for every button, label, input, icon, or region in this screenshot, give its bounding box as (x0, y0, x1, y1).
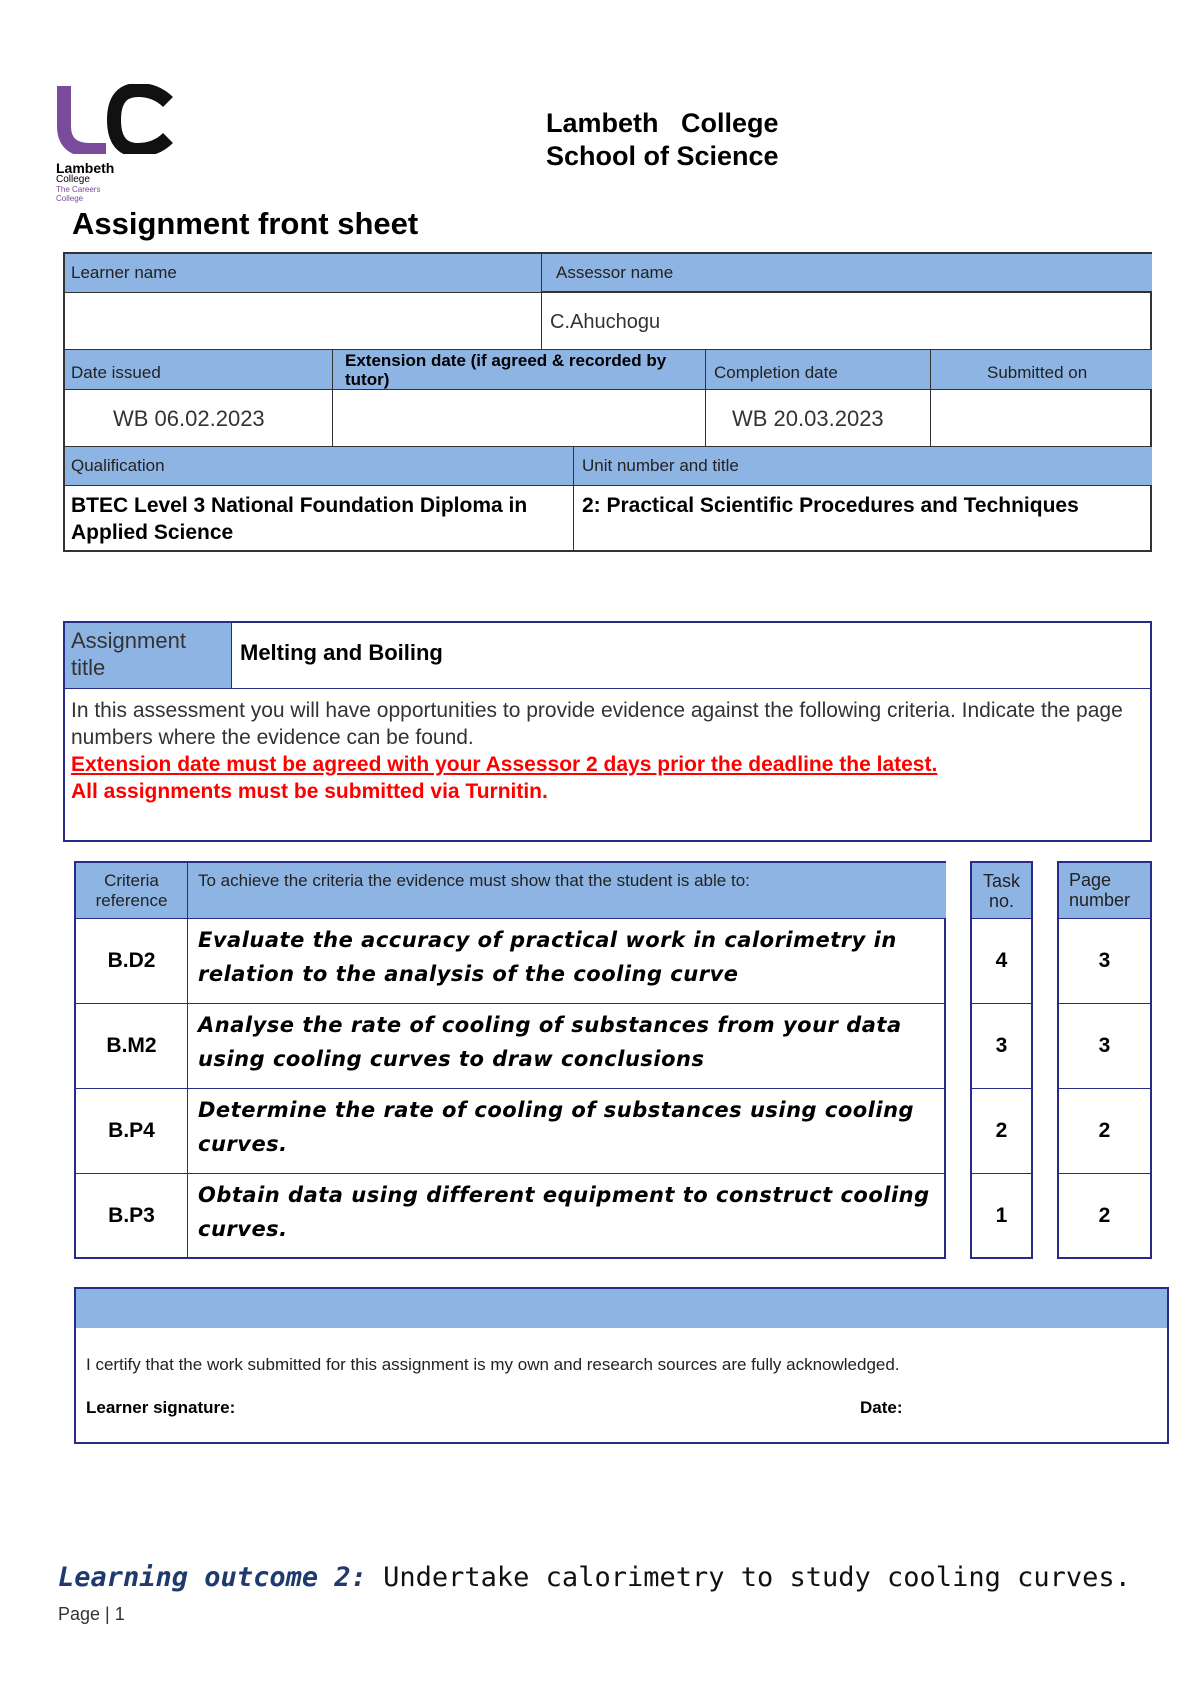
logo-name: Lambeth (56, 160, 115, 176)
unit-value: 2: Practical Scientific Procedures and Techniques (582, 494, 1079, 517)
assignment-intro: In this assessment you will have opportunities to provide evidence against the following criteria. Indicate the page numbers where the evidence can be found. (71, 699, 1123, 749)
logo-subname: College (56, 174, 90, 185)
assignment-instructions (65, 689, 1152, 813)
extension-date-field[interactable] (333, 390, 706, 447)
extension-date-label: Extension date (if agreed & recorded by tutor) (333, 350, 706, 390)
college-name: Lambeth College (546, 108, 779, 138)
criteria-description-cell: Evaluate the accuracy of practical work in calorimetry in relation to the analysis of the cooling curve (188, 919, 946, 1004)
certification-header-bar (76, 1289, 1167, 1328)
criteria-reference-cell: B.D2 (76, 919, 188, 1004)
assessor-name-label: Assessor name (542, 254, 1152, 293)
submitted-on-label: Submitted on (931, 350, 1152, 390)
completion-date-label: Completion date (706, 350, 931, 390)
learner-name-field[interactable] (65, 293, 542, 350)
page-number-cell[interactable]: 3 (1059, 1004, 1150, 1089)
turnitin-warning: All assignments must be submitted via Turnitin. (71, 780, 548, 803)
front-sheet-table (63, 252, 1152, 552)
extension-warning: Extension date must be agreed with your Assessor 2 days prior the deadline the latest. (71, 753, 938, 776)
submitted-on-field[interactable] (931, 390, 1152, 447)
page-number-cell[interactable]: 2 (1098, 1203, 1111, 1227)
qualification-value: BTEC Level 3 National Foundation Diploma in Applied Science (65, 486, 574, 550)
page-number-header: Page number (1059, 863, 1150, 919)
learning-outcome-label: Learning outcome 2: (58, 1562, 367, 1593)
criteria-description-cell: Obtain data using different equipment to construct cooling curves. (198, 1183, 930, 1241)
task-number-cell: 2 (972, 1089, 1031, 1174)
page-number-cell[interactable]: 2 (1059, 1089, 1150, 1174)
task-number-cell: 3 (972, 1004, 1031, 1089)
unit-label: Unit number and title (574, 447, 1152, 486)
task-no-header: Task no. (972, 863, 1031, 919)
learner-name-label: Learner name (65, 254, 542, 293)
lc-logo-mark (56, 84, 174, 154)
criteria-description-cell: Determine the rate of cooling of substances using cooling curves. (188, 1089, 946, 1174)
date-issued-value: WB 06.02.2023 (65, 390, 333, 447)
school-name: School of Science (546, 141, 779, 171)
learning-outcome (58, 1562, 1131, 1593)
signature-label: Learner signature: (86, 1398, 236, 1417)
assignment-title-label: Assignment title (65, 623, 232, 689)
certification-box (74, 1287, 1169, 1444)
task-column (970, 861, 1033, 1259)
logo-tagline-1: The Careers (56, 185, 101, 194)
criteria-description-header: To achieve the criteria the evidence must show that the student is able to: (188, 863, 946, 919)
page-number-column (1057, 861, 1152, 1259)
task-number-cell: 4 (972, 919, 1031, 1004)
certification-text: I certify that the work submitted for this assignment is my own and research sources are fully acknowledged. (86, 1355, 900, 1374)
logo-tagline-2: College (56, 194, 84, 203)
criteria-description-cell: Analyse the rate of cooling of substances from your data using cooling curves to draw conclusions (188, 1004, 946, 1089)
learning-outcome-text: Undertake calorimetry to study cooling curves. (383, 1562, 1131, 1593)
criteria-reference-cell: B.M2 (76, 1004, 188, 1089)
completion-date-value: WB 20.03.2023 (706, 390, 931, 447)
criteria-reference-header: Criteria reference (76, 863, 188, 919)
assessor-name-value: C.Ahuchogu (542, 293, 1152, 350)
page-footer: Page | 1 (58, 1604, 125, 1624)
page-number-cell[interactable]: 3 (1059, 919, 1150, 1004)
criteria-reference-cell: B.P3 (76, 1174, 188, 1257)
college-logo (56, 84, 174, 203)
assignment-title-value: Melting and Boiling (232, 623, 1152, 689)
criteria-reference-cell: B.P4 (76, 1089, 188, 1174)
certification-date-label: Date: (860, 1398, 903, 1417)
qualification-label: Qualification (65, 447, 574, 486)
assignment-box (63, 621, 1152, 842)
date-issued-label: Date issued (65, 350, 333, 390)
task-number-cell: 1 (995, 1203, 1008, 1227)
criteria-table (74, 861, 946, 1259)
page-title: Assignment front sheet (72, 206, 419, 241)
